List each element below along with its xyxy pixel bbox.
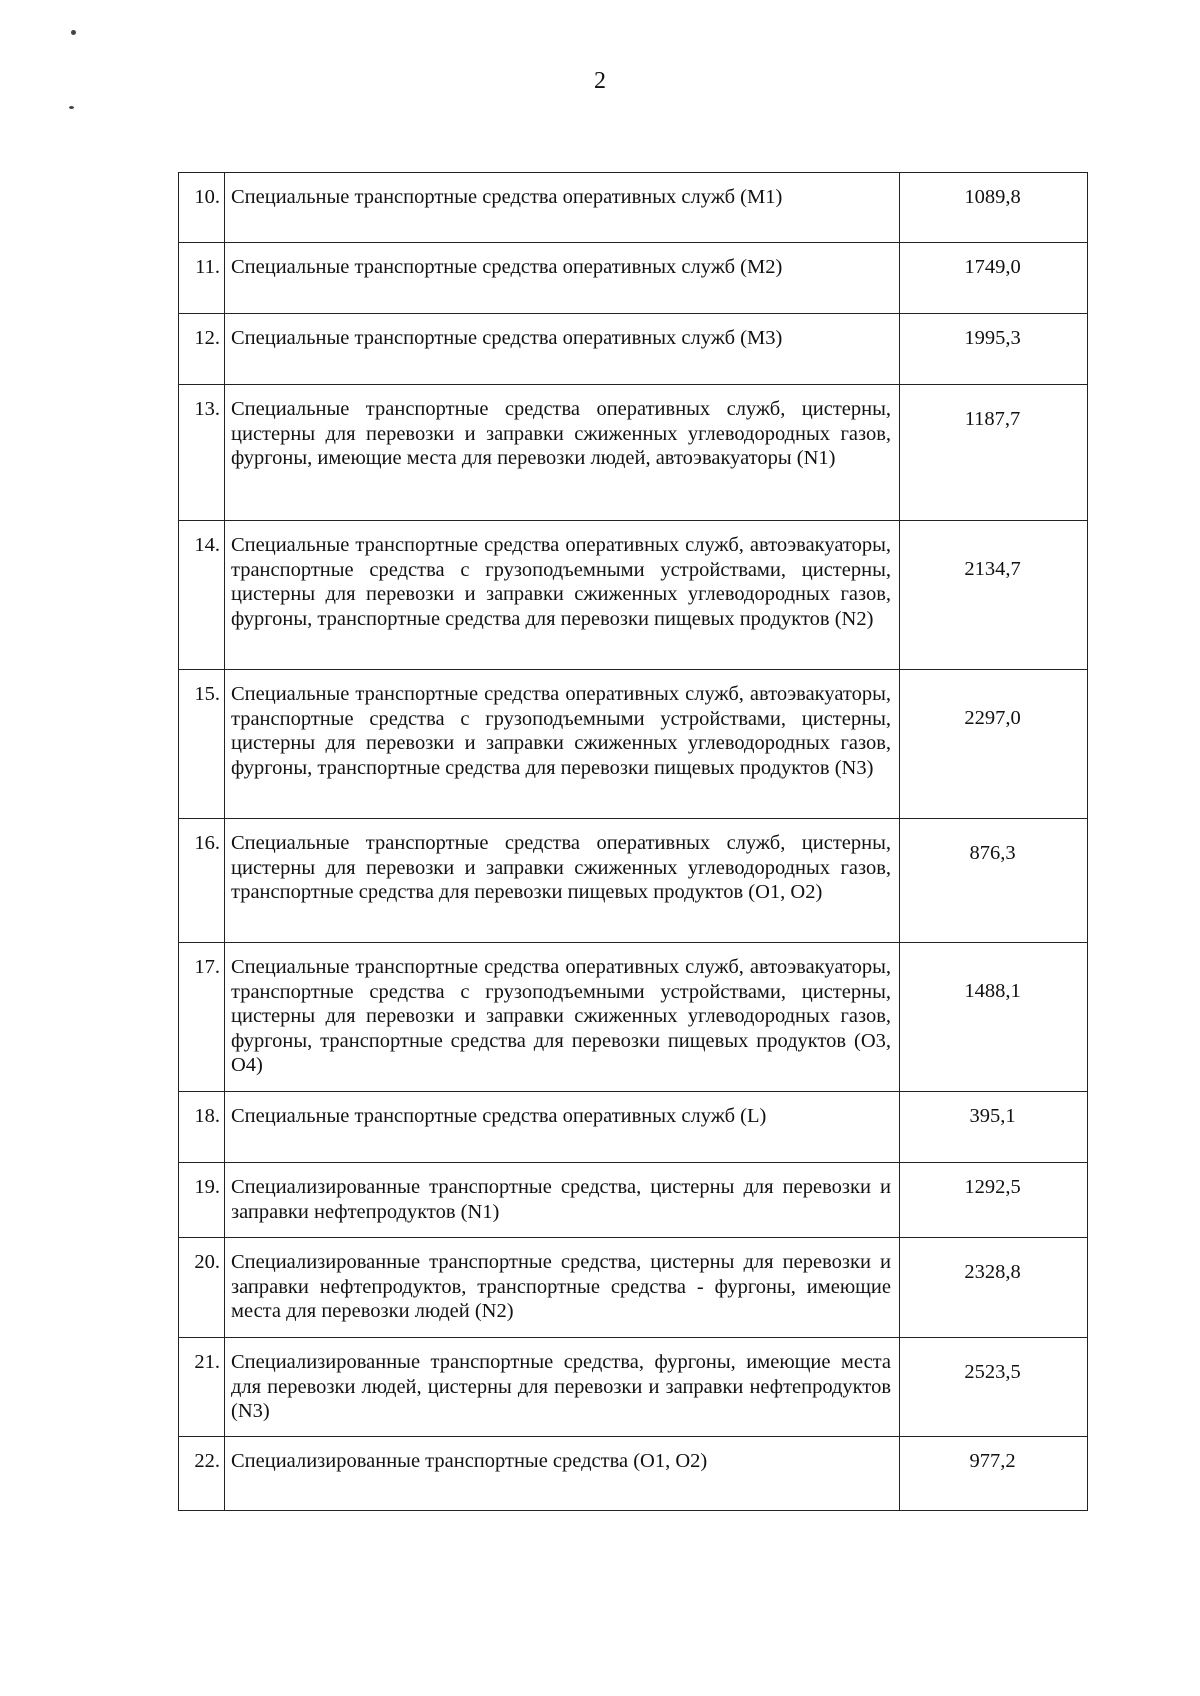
table-row bbox=[179, 173, 1088, 243]
row-description: Специальные транспортные средства оперативных служб (M3) bbox=[225, 314, 900, 385]
scan-speck bbox=[71, 30, 76, 35]
table-row bbox=[179, 670, 1088, 819]
row-value: 2328,8 bbox=[900, 1238, 1088, 1338]
row-number: 18. bbox=[179, 1092, 225, 1163]
row-value: 1187,7 bbox=[900, 385, 1088, 521]
row-description: Специализированные транспортные средства (O1, O2) bbox=[225, 1437, 900, 1511]
row-description: Специальные транспортные средства оперативных служб (M1) bbox=[225, 173, 900, 243]
tariff-table bbox=[178, 172, 1088, 1511]
table-row bbox=[179, 385, 1088, 521]
table-row bbox=[179, 943, 1088, 1092]
row-number: 10. bbox=[179, 173, 225, 243]
row-number: 13. bbox=[179, 385, 225, 521]
row-number: 17. bbox=[179, 943, 225, 1092]
row-description: Специальные транспортные средства оперативных служб (L) bbox=[225, 1092, 900, 1163]
row-description: Специализированные транспортные средства, фургоны, имеющие места для перевозки людей, цистерны для перевозки и заправки нефтепродуктов (N3) bbox=[225, 1338, 900, 1437]
row-number: 16. bbox=[179, 819, 225, 943]
scan-speck bbox=[69, 106, 74, 109]
table-row bbox=[179, 819, 1088, 943]
row-number: 12. bbox=[179, 314, 225, 385]
row-number: 19. bbox=[179, 1163, 225, 1238]
table-row bbox=[179, 314, 1088, 385]
table-row bbox=[179, 1238, 1088, 1338]
row-value: 2297,0 bbox=[900, 670, 1088, 819]
table-row bbox=[179, 1163, 1088, 1238]
row-description: Специальные транспортные средства оперативных служб, цистерны, цистерны для перевозки и заправки сжиженных углеводородных газов, фургоны, имеющие места для перевозки людей, автоэвакуаторы (N1) bbox=[225, 385, 900, 521]
row-value: 395,1 bbox=[900, 1092, 1088, 1163]
row-value: 977,2 bbox=[900, 1437, 1088, 1511]
row-description: Специальные транспортные средства оперативных служб, автоэвакуаторы, транспортные средства с грузоподъемными устройствами, цистерны, цистерны для перевозки и заправки сжиженных углеводородных газов, фургоны, транспортные средства для перевозки пищевых продуктов (O3, O4) bbox=[225, 943, 900, 1092]
row-value: 2523,5 bbox=[900, 1338, 1088, 1437]
row-value: 876,3 bbox=[900, 819, 1088, 943]
row-description: Специальные транспортные средства оперативных служб, автоэвакуаторы, транспортные средства с грузоподъемными устройствами, цистерны, цистерны для перевозки и заправки сжиженных углеводородных газов, фургоны, транспортные средства для перевозки пищевых продуктов (N3) bbox=[225, 670, 900, 819]
row-number: 11. bbox=[179, 243, 225, 314]
row-value: 1089,8 bbox=[900, 173, 1088, 243]
row-description: Специальные транспортные средства оперативных служб, автоэвакуаторы, транспортные средства с грузоподъемными устройствами, цистерны, цистерны для перевозки и заправки сжиженных углеводородных газов, фургоны, транспортные средства для перевозки пищевых продуктов (N2) bbox=[225, 521, 900, 670]
row-description: Специальные транспортные средства оперативных служб (M2) bbox=[225, 243, 900, 314]
table-row bbox=[179, 243, 1088, 314]
row-value: 1488,1 bbox=[900, 943, 1088, 1092]
row-number: 22. bbox=[179, 1437, 225, 1511]
table-row bbox=[179, 1338, 1088, 1437]
table-row bbox=[179, 1092, 1088, 1163]
row-value: 2134,7 bbox=[900, 521, 1088, 670]
row-number: 20. bbox=[179, 1238, 225, 1338]
row-number: 21. bbox=[179, 1338, 225, 1437]
row-value: 1995,3 bbox=[900, 314, 1088, 385]
row-number: 14. bbox=[179, 521, 225, 670]
row-value: 1749,0 bbox=[900, 243, 1088, 314]
row-description: Специализированные транспортные средства, цистерны для перевозки и заправки нефтепродуктов (N1) bbox=[225, 1163, 900, 1238]
table-row bbox=[179, 1437, 1088, 1511]
row-value: 1292,5 bbox=[900, 1163, 1088, 1238]
row-description: Специальные транспортные средства оперативных служб, цистерны, цистерны для перевозки и заправки сжиженных углеводородных газов, транспортные средства для перевозки пищевых продуктов (O1, O2) bbox=[225, 819, 900, 943]
page-number: 2 bbox=[594, 68, 606, 94]
table-row bbox=[179, 521, 1088, 670]
row-number: 15. bbox=[179, 670, 225, 819]
row-description: Специализированные транспортные средства, цистерны для перевозки и заправки нефтепродуктов, транспортные средства - фургоны, имеющие места для перевозки людей (N2) bbox=[225, 1238, 900, 1338]
